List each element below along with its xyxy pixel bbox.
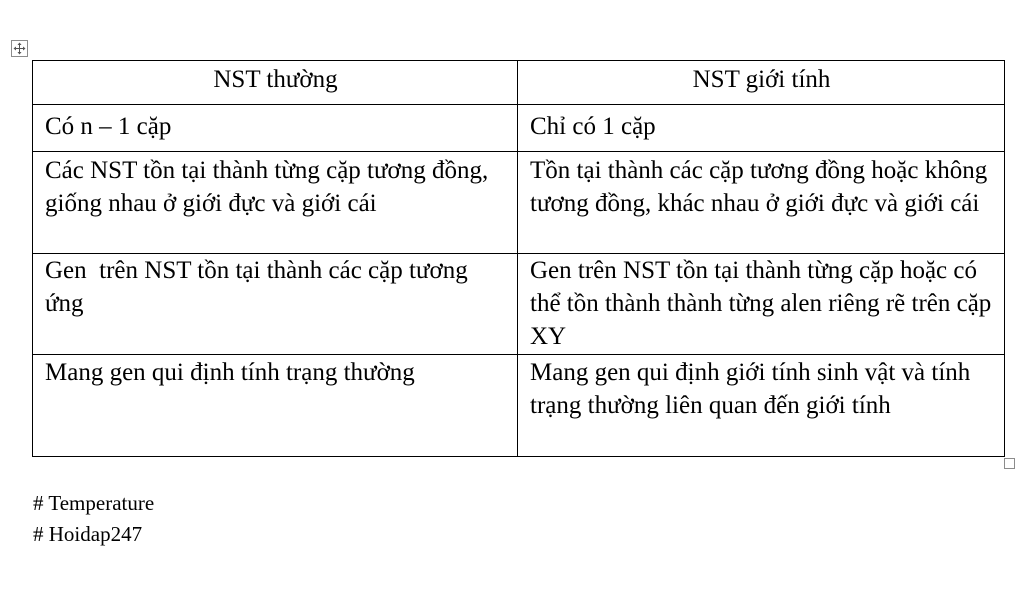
- header-autosome: NST thường: [33, 61, 518, 105]
- table-cell: Các NST tồn tại thành từng cặp tương đồng, giống nhau ở giới đực và giới cái: [33, 152, 518, 254]
- hashtag-hoidap247: # Hoidap247: [33, 522, 143, 546]
- table-row: [33, 254, 1005, 355]
- table-cell: Gen trên NST tồn tại thành từng cặp hoặc có thể tồn thành thành từng alen riêng rẽ trên cặp XY: [518, 254, 1005, 355]
- table-cell: Có n – 1 cặp: [33, 105, 518, 152]
- table-row: [33, 355, 1005, 457]
- table-resize-handle[interactable]: [1004, 458, 1015, 469]
- table-cell: Chỉ có 1 cặp: [518, 105, 1005, 152]
- table-move-handle-icon[interactable]: [11, 40, 28, 57]
- comparison-table: [32, 60, 1005, 457]
- move-arrows-icon: [13, 42, 26, 55]
- table-cell: Gen trên NST tồn tại thành các cặp tương ứng: [33, 254, 518, 355]
- hashtag-list: [33, 488, 154, 550]
- header-sex-chromosome: NST giới tính: [518, 61, 1005, 105]
- hashtag-temperature: # Temperature: [33, 491, 155, 515]
- table-cell: Mang gen qui định giới tính sinh vật và tính trạng thường liên quan đến giới tính: [518, 355, 1005, 457]
- table-row: [33, 152, 1005, 254]
- table-row: [33, 105, 1005, 152]
- table-cell: Mang gen qui định tính trạng thường: [33, 355, 518, 457]
- table-cell: Tồn tại thành các cặp tương đồng hoặc không tương đồng, khác nhau ở giới đực và giới cái: [518, 152, 1005, 254]
- table-header-row: [33, 61, 1005, 105]
